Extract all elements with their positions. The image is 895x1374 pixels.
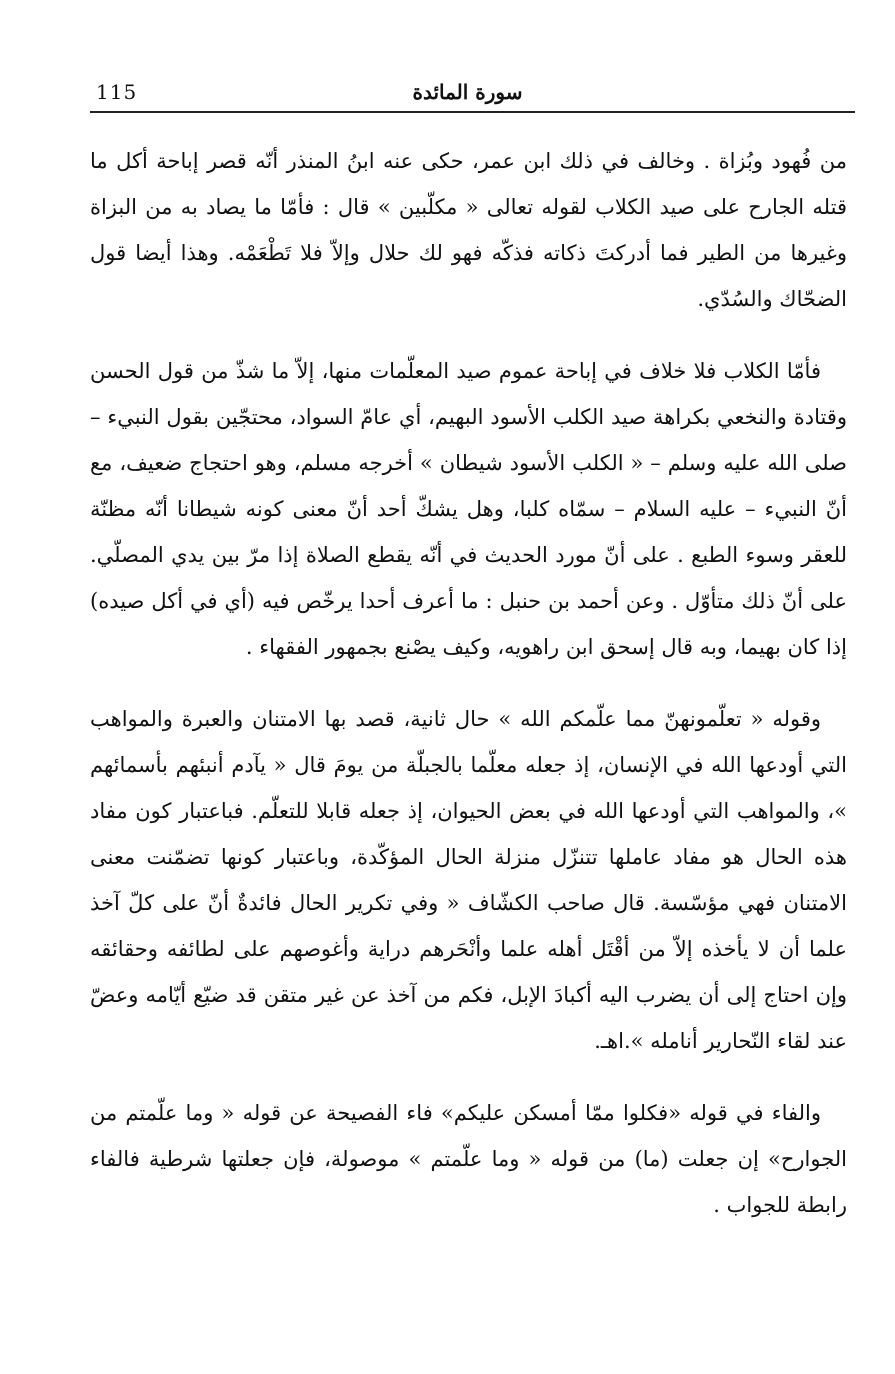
paragraph-1: من فُهود وبُزاة . وخالف في ذلك ابن عمر، حكى عنه ابنُ المنذر أنّه قصر إباحة أكل ما قتله الجارح على صيد الكلاب لقوله تعالى « مكلّبين » قال : فأمّا ما يصاد به من البزاة وغيرها من الطير فما أدركتَ ذكاته فذكّه فهو لك حلال وإلاّ فلا تَطْعَمْه. وهذا أيضا قول الضحّاك والسُدّي. <box>90 149 847 311</box>
paragraph-2: فأمّا الكلاب فلا خلاف في إباحة عموم صيد المعلّمات منها، إلاّ ما شذّ من قول الحسن وقتادة والنخعي بكراهة صيد الكلب الأسود البهيم، أي عامّ السواد، محتجّين بقول النبيء – صلى الله عليه وسلم – « الكلب الأسود شيطان » أخرجه مسلم، وهو احتجاج ضعيف، مع أنّ النبيء – عليه السلام – سمّاه كلبا، وهل يشكّ أحد أنّ معنى كونه شيطانا أنّه مظنّة للعقر وسوء الطبع . على أنّ مورد الحديث في أنّه يقطع الصلاة إذا مرّ بين يدي المصلّي. على أنّ ذلك متأوّل . وعن أحمد بن حنبل : ما أعرف أحدا يرخّص فيه (أي في أكل صيده) إذا كان بهيما، وبه قال إسحق ابن راهويه، وكيف يصْنع بجمهور الفقهاء . <box>90 359 847 659</box>
page-number: 115 <box>96 80 138 104</box>
surah-title: سورة المائدة <box>412 80 523 104</box>
body-text <box>90 138 847 1254</box>
paragraph-3: وقوله « تعلّمونهنّ مما علّمكم الله » حال ثانية، قصد بها الامتنان والعبرة والمواهب التي أودعها الله في الإنسان، إذ جعله معلّما بالجبلّة من يومَ قال « يآدم أنبئهم بأسمائهم »، والمواهب التي أودعها الله في بعض الحيوان، إذ جعله قابلا للتعلّم. فباعتبار كون مفاد هذه الحال هو مفاد عاملها تتنزّل منزلة الحال المؤكّدة، وباعتبار كونها تضمّنت معنى الامتنان فهي مؤسّسة. قال صاحب الكشّاف « وفي تكرير الحال فائدةٌ أنّ على كلّ آخذ علما أن لا يأخذه إلاّ من أقْتَل أهله علما وأنْحَرهم دراية وأغوصهم على لطائفه وحقائقه وإن احتاج إلى أن يضرب اليه أكبادَ الإبل، فكم من آخذ عن غير متقن قد ضيّع أيّامه وعضّ عند لقاء النّحارير أنامله ».اهـ. <box>90 707 847 1053</box>
header-rule <box>90 111 855 113</box>
page-header <box>90 78 845 110</box>
paragraph-4: والفاء في قوله «فكلوا ممّا أمسكن عليكم» فاء الفصيحة عن قوله « وما علّمتم من الجوارح» إن جعلت (ما) من قوله « وما علّمتم » موصولة، فإن جعلتها شرطية فالفاء رابطة للجواب . <box>90 1101 847 1217</box>
